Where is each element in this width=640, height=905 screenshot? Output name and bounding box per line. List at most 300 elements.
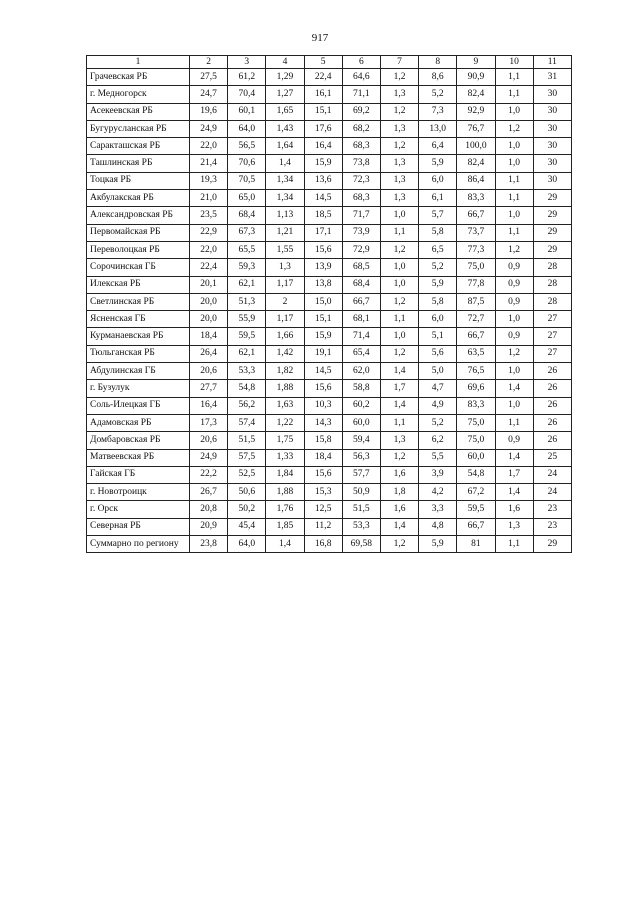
table-cell: 1,17 bbox=[266, 276, 304, 293]
table-cell: 28 bbox=[533, 293, 571, 310]
table-cell: 0,9 bbox=[495, 432, 533, 449]
table-cell: 5,8 bbox=[419, 224, 457, 241]
table-cell: 7,3 bbox=[419, 103, 457, 120]
table-cell: 76,7 bbox=[457, 120, 495, 137]
table-cell: 1,0 bbox=[380, 276, 418, 293]
row-label: Асекеевская РБ bbox=[87, 103, 190, 120]
table-cell: 14,3 bbox=[304, 414, 342, 431]
table-cell: 1,4 bbox=[495, 449, 533, 466]
table-cell: 1,2 bbox=[380, 345, 418, 362]
table-cell: 16,4 bbox=[190, 397, 228, 414]
table-cell: 1,29 bbox=[266, 69, 304, 86]
table-cell: 6,0 bbox=[419, 172, 457, 189]
table-cell: 1,6 bbox=[495, 501, 533, 518]
table-cell: 26 bbox=[533, 432, 571, 449]
table-cell: 5,2 bbox=[419, 414, 457, 431]
row-label: Соль-Илецкая ГБ bbox=[87, 397, 190, 414]
table-cell: 1,43 bbox=[266, 120, 304, 137]
table-cell: 1,2 bbox=[380, 293, 418, 310]
row-label: Ташлинская РБ bbox=[87, 155, 190, 172]
table-cell: 58,8 bbox=[342, 380, 380, 397]
table-cell: 1,55 bbox=[266, 241, 304, 258]
table-cell: 5,1 bbox=[419, 328, 457, 345]
table-cell: 0,9 bbox=[495, 259, 533, 276]
table-cell: 60,0 bbox=[457, 449, 495, 466]
table-cell: 1,66 bbox=[266, 328, 304, 345]
table-cell: 67,2 bbox=[457, 484, 495, 501]
table-cell: 54,8 bbox=[457, 466, 495, 483]
column-header-7: 7 bbox=[380, 56, 418, 69]
table-cell: 26 bbox=[533, 397, 571, 414]
column-header-5: 5 bbox=[304, 56, 342, 69]
table-cell: 65,5 bbox=[228, 241, 266, 258]
table-cell: 51,5 bbox=[342, 501, 380, 518]
table-cell: 1,8 bbox=[380, 484, 418, 501]
table-cell: 68,3 bbox=[342, 190, 380, 207]
row-label: Тюльганская РБ bbox=[87, 345, 190, 362]
table-cell: 29 bbox=[533, 224, 571, 241]
table-cell: 14,5 bbox=[304, 190, 342, 207]
table-row bbox=[87, 345, 572, 362]
table-cell: 66,7 bbox=[457, 207, 495, 224]
table-cell: 1,22 bbox=[266, 414, 304, 431]
table-cell: 18,4 bbox=[304, 449, 342, 466]
table-cell: 1,21 bbox=[266, 224, 304, 241]
table-cell: 62,0 bbox=[342, 363, 380, 380]
table-cell: 70,4 bbox=[228, 86, 266, 103]
table-cell: 1,7 bbox=[380, 380, 418, 397]
table-row bbox=[87, 69, 572, 86]
table-cell: 76,5 bbox=[457, 363, 495, 380]
table-cell: 27 bbox=[533, 328, 571, 345]
table-cell: 1,42 bbox=[266, 345, 304, 362]
table-cell: 24 bbox=[533, 484, 571, 501]
table-cell: 82,4 bbox=[457, 155, 495, 172]
row-label: Акбулакская РБ bbox=[87, 190, 190, 207]
row-label: Домбаровская РБ bbox=[87, 432, 190, 449]
row-label: Саракташская РБ bbox=[87, 138, 190, 155]
table-row bbox=[87, 293, 572, 310]
table-cell: 59,5 bbox=[228, 328, 266, 345]
table-cell: 87,5 bbox=[457, 293, 495, 310]
table-row bbox=[87, 449, 572, 466]
table-cell: 28 bbox=[533, 276, 571, 293]
table-cell: 1,65 bbox=[266, 103, 304, 120]
row-label: Александровская РБ bbox=[87, 207, 190, 224]
row-label: Грачевская РБ bbox=[87, 69, 190, 86]
table-row bbox=[87, 207, 572, 224]
table-cell: 1,4 bbox=[380, 363, 418, 380]
table-cell: 1,0 bbox=[495, 103, 533, 120]
table-cell: 13,9 bbox=[304, 259, 342, 276]
table-cell: 1,1 bbox=[495, 69, 533, 86]
table-cell: 23,5 bbox=[190, 207, 228, 224]
table-cell: 64,0 bbox=[228, 536, 266, 553]
table-cell: 16,1 bbox=[304, 86, 342, 103]
table-cell: 1,3 bbox=[266, 259, 304, 276]
table-cell: 13,8 bbox=[304, 276, 342, 293]
table-cell: 66,7 bbox=[342, 293, 380, 310]
table-cell: 77,8 bbox=[457, 276, 495, 293]
table-cell: 1,2 bbox=[380, 536, 418, 553]
table-cell: 27,7 bbox=[190, 380, 228, 397]
table-cell: 15,9 bbox=[304, 328, 342, 345]
table-cell: 50,9 bbox=[342, 484, 380, 501]
table-cell: 83,3 bbox=[457, 397, 495, 414]
table-cell: 26,7 bbox=[190, 484, 228, 501]
table-cell: 30 bbox=[533, 138, 571, 155]
table-cell: 5,8 bbox=[419, 293, 457, 310]
table-cell: 15,6 bbox=[304, 380, 342, 397]
table-cell: 1,2 bbox=[495, 345, 533, 362]
table-cell: 20,6 bbox=[190, 432, 228, 449]
table-cell: 30 bbox=[533, 155, 571, 172]
table-cell: 1,1 bbox=[495, 172, 533, 189]
table-cell: 59,3 bbox=[228, 259, 266, 276]
table-cell: 20,0 bbox=[190, 293, 228, 310]
table-cell: 20,0 bbox=[190, 311, 228, 328]
table-cell: 1,2 bbox=[380, 69, 418, 86]
row-label: Абдулинская ГБ bbox=[87, 363, 190, 380]
table-cell: 1,34 bbox=[266, 172, 304, 189]
column-header-2: 2 bbox=[190, 56, 228, 69]
column-header-9: 9 bbox=[457, 56, 495, 69]
table-row bbox=[87, 380, 572, 397]
table-cell: 1,76 bbox=[266, 501, 304, 518]
table-cell: 30 bbox=[533, 103, 571, 120]
table-row bbox=[87, 259, 572, 276]
table-cell: 27,5 bbox=[190, 69, 228, 86]
table-cell: 52,5 bbox=[228, 466, 266, 483]
table-cell: 15,8 bbox=[304, 432, 342, 449]
column-header-11: 11 bbox=[533, 56, 571, 69]
table-cell: 16,4 bbox=[304, 138, 342, 155]
table-cell: 24 bbox=[533, 466, 571, 483]
table-cell: 30 bbox=[533, 86, 571, 103]
table-cell: 1,17 bbox=[266, 311, 304, 328]
column-header-8: 8 bbox=[419, 56, 457, 69]
table-cell: 1,4 bbox=[266, 536, 304, 553]
table-cell: 18,4 bbox=[190, 328, 228, 345]
table-row bbox=[87, 224, 572, 241]
table-cell: 22,0 bbox=[190, 138, 228, 155]
table-cell: 1,2 bbox=[380, 138, 418, 155]
table-cell: 22,9 bbox=[190, 224, 228, 241]
table-cell: 25 bbox=[533, 449, 571, 466]
table-cell: 60,1 bbox=[228, 103, 266, 120]
table-cell: 26 bbox=[533, 363, 571, 380]
row-label: г. Медногорск bbox=[87, 86, 190, 103]
table-cell: 6,1 bbox=[419, 190, 457, 207]
row-label: Ясненская ГБ bbox=[87, 311, 190, 328]
table-cell: 30 bbox=[533, 120, 571, 137]
table-row bbox=[87, 414, 572, 431]
table-cell: 64,6 bbox=[342, 69, 380, 86]
table-row bbox=[87, 536, 572, 553]
table-cell: 21,4 bbox=[190, 155, 228, 172]
table-cell: 54,8 bbox=[228, 380, 266, 397]
table-cell: 1,0 bbox=[495, 207, 533, 224]
table-cell: 15,1 bbox=[304, 311, 342, 328]
table-cell: 22,2 bbox=[190, 466, 228, 483]
table-cell: 1,2 bbox=[495, 241, 533, 258]
table-cell: 19,6 bbox=[190, 103, 228, 120]
table-cell: 23 bbox=[533, 501, 571, 518]
table-cell: 72,9 bbox=[342, 241, 380, 258]
table-cell: 60,0 bbox=[342, 414, 380, 431]
table-cell: 1,1 bbox=[380, 414, 418, 431]
table-cell: 62,1 bbox=[228, 276, 266, 293]
table-cell: 1,27 bbox=[266, 86, 304, 103]
table-cell: 73,8 bbox=[342, 155, 380, 172]
table-cell: 6,4 bbox=[419, 138, 457, 155]
table-cell: 5,2 bbox=[419, 259, 457, 276]
table-cell: 71,4 bbox=[342, 328, 380, 345]
column-header-4: 4 bbox=[266, 56, 304, 69]
table-cell: 15,9 bbox=[304, 155, 342, 172]
table-cell: 14,5 bbox=[304, 363, 342, 380]
table-cell: 1,64 bbox=[266, 138, 304, 155]
table-cell: 5,9 bbox=[419, 536, 457, 553]
table-cell: 3,3 bbox=[419, 501, 457, 518]
table-cell: 1,0 bbox=[495, 397, 533, 414]
table-cell: 57,4 bbox=[228, 414, 266, 431]
table-cell: 6,5 bbox=[419, 241, 457, 258]
row-label: Курманаевская РБ bbox=[87, 328, 190, 345]
table-cell: 66,7 bbox=[457, 518, 495, 535]
table-cell: 0,9 bbox=[495, 328, 533, 345]
row-label: Бугурусланская РБ bbox=[87, 120, 190, 137]
table-row bbox=[87, 120, 572, 137]
table-cell: 26,4 bbox=[190, 345, 228, 362]
row-label: Переволоцкая РБ bbox=[87, 241, 190, 258]
table-cell: 5,2 bbox=[419, 86, 457, 103]
table-cell: 72,7 bbox=[457, 311, 495, 328]
table-cell: 15,1 bbox=[304, 103, 342, 120]
table-cell: 92,9 bbox=[457, 103, 495, 120]
table-cell: 60,2 bbox=[342, 397, 380, 414]
table-cell: 68,5 bbox=[342, 259, 380, 276]
table-cell: 15,6 bbox=[304, 466, 342, 483]
table-cell: 1,88 bbox=[266, 484, 304, 501]
table-cell: 13,6 bbox=[304, 172, 342, 189]
table-cell: 5,5 bbox=[419, 449, 457, 466]
table-cell: 86,4 bbox=[457, 172, 495, 189]
table-cell: 53,3 bbox=[228, 363, 266, 380]
table-cell: 1,88 bbox=[266, 380, 304, 397]
table-cell: 69,6 bbox=[457, 380, 495, 397]
table-cell: 75,0 bbox=[457, 414, 495, 431]
table-cell: 1,0 bbox=[380, 207, 418, 224]
table-cell: 22,4 bbox=[190, 259, 228, 276]
table-row bbox=[87, 466, 572, 483]
table-cell: 23,8 bbox=[190, 536, 228, 553]
table-row bbox=[87, 363, 572, 380]
table-cell: 1,1 bbox=[495, 414, 533, 431]
table-cell: 29 bbox=[533, 190, 571, 207]
table-cell: 5,7 bbox=[419, 207, 457, 224]
table-cell: 2 bbox=[266, 293, 304, 310]
table-cell: 1,3 bbox=[380, 172, 418, 189]
table-row bbox=[87, 518, 572, 535]
table-cell: 20,6 bbox=[190, 363, 228, 380]
table-cell: 75,0 bbox=[457, 259, 495, 276]
table-cell: 61,2 bbox=[228, 69, 266, 86]
table-cell: 75,0 bbox=[457, 432, 495, 449]
table-cell: 29 bbox=[533, 241, 571, 258]
table-cell: 1,2 bbox=[495, 120, 533, 137]
table-cell: 1,0 bbox=[495, 138, 533, 155]
table-cell: 71,7 bbox=[342, 207, 380, 224]
table-cell: 27 bbox=[533, 345, 571, 362]
table-cell: 1,1 bbox=[495, 224, 533, 241]
table-cell: 56,2 bbox=[228, 397, 266, 414]
table-cell: 70,6 bbox=[228, 155, 266, 172]
table-cell: 17,1 bbox=[304, 224, 342, 241]
table-cell: 1,4 bbox=[380, 397, 418, 414]
row-label: Первомайская РБ bbox=[87, 224, 190, 241]
table-cell: 1,1 bbox=[380, 224, 418, 241]
table-cell: 57,5 bbox=[228, 449, 266, 466]
table-cell: 8,6 bbox=[419, 69, 457, 86]
row-label: Илекская РБ bbox=[87, 276, 190, 293]
table-cell: 11,2 bbox=[304, 518, 342, 535]
table-row bbox=[87, 276, 572, 293]
table-row bbox=[87, 484, 572, 501]
table-cell: 59,4 bbox=[342, 432, 380, 449]
table-cell: 1,6 bbox=[380, 501, 418, 518]
table-cell: 53,3 bbox=[342, 518, 380, 535]
row-label: Суммарно по региону bbox=[87, 536, 190, 553]
table-row bbox=[87, 138, 572, 155]
row-label: г. Орск bbox=[87, 501, 190, 518]
table-cell: 68,3 bbox=[342, 138, 380, 155]
table-row bbox=[87, 86, 572, 103]
table-cell: 90,9 bbox=[457, 69, 495, 86]
table-cell: 50,6 bbox=[228, 484, 266, 501]
table-cell: 3,9 bbox=[419, 466, 457, 483]
table-cell: 5,9 bbox=[419, 276, 457, 293]
table-cell: 6,0 bbox=[419, 311, 457, 328]
table-cell: 70,5 bbox=[228, 172, 266, 189]
table-cell: 15,0 bbox=[304, 293, 342, 310]
table-cell: 10,3 bbox=[304, 397, 342, 414]
table-cell: 23 bbox=[533, 518, 571, 535]
table-cell: 67,3 bbox=[228, 224, 266, 241]
table-cell: 1,2 bbox=[380, 241, 418, 258]
table-cell: 1,6 bbox=[380, 466, 418, 483]
table-cell: 100,0 bbox=[457, 138, 495, 155]
table-cell: 69,2 bbox=[342, 103, 380, 120]
table-cell: 1,0 bbox=[495, 363, 533, 380]
table-cell: 4,8 bbox=[419, 518, 457, 535]
table-cell: 0,9 bbox=[495, 293, 533, 310]
table-cell: 63,5 bbox=[457, 345, 495, 362]
table-cell: 1,3 bbox=[495, 518, 533, 535]
row-label: Гайская ГБ bbox=[87, 466, 190, 483]
row-label: Матвеевская РБ bbox=[87, 449, 190, 466]
table-cell: 68,4 bbox=[342, 276, 380, 293]
table-cell: 6,2 bbox=[419, 432, 457, 449]
table-cell: 62,1 bbox=[228, 345, 266, 362]
table-cell: 56,3 bbox=[342, 449, 380, 466]
table-cell: 18,5 bbox=[304, 207, 342, 224]
table-cell: 1,13 bbox=[266, 207, 304, 224]
table-cell: 27 bbox=[533, 311, 571, 328]
table-cell: 55,9 bbox=[228, 311, 266, 328]
table-row bbox=[87, 172, 572, 189]
table-cell: 15,3 bbox=[304, 484, 342, 501]
table-cell: 68,2 bbox=[342, 120, 380, 137]
row-label: г. Бузулук bbox=[87, 380, 190, 397]
row-label: Тоцкая РБ bbox=[87, 172, 190, 189]
table-row bbox=[87, 432, 572, 449]
table-cell: 59,5 bbox=[457, 501, 495, 518]
table-header-row bbox=[87, 56, 572, 69]
table-cell: 4,2 bbox=[419, 484, 457, 501]
table-cell: 73,9 bbox=[342, 224, 380, 241]
table-cell: 31 bbox=[533, 69, 571, 86]
table-cell: 17,6 bbox=[304, 120, 342, 137]
table-cell: 1,1 bbox=[495, 86, 533, 103]
table-cell: 1,0 bbox=[495, 311, 533, 328]
table-row bbox=[87, 311, 572, 328]
page-number: 917 bbox=[311, 32, 329, 44]
table-cell: 22,4 bbox=[304, 69, 342, 86]
row-label: Адамовская РБ bbox=[87, 414, 190, 431]
table-cell: 30 bbox=[533, 172, 571, 189]
table-cell: 1,82 bbox=[266, 363, 304, 380]
row-label: Светлинская РБ bbox=[87, 293, 190, 310]
table-cell: 1,85 bbox=[266, 518, 304, 535]
column-header-3: 3 bbox=[228, 56, 266, 69]
table-cell: 15,6 bbox=[304, 241, 342, 258]
table-cell: 5,6 bbox=[419, 345, 457, 362]
table-cell: 24,9 bbox=[190, 120, 228, 137]
table-cell: 1,4 bbox=[495, 484, 533, 501]
table-cell: 1,3 bbox=[380, 120, 418, 137]
table-cell: 82,4 bbox=[457, 86, 495, 103]
table-cell: 20,8 bbox=[190, 501, 228, 518]
table-cell: 29 bbox=[533, 207, 571, 224]
table-cell: 1,4 bbox=[380, 518, 418, 535]
table-cell: 45,4 bbox=[228, 518, 266, 535]
table-cell: 77,3 bbox=[457, 241, 495, 258]
table-row bbox=[87, 155, 572, 172]
table-cell: 1,3 bbox=[380, 432, 418, 449]
table-cell: 68,4 bbox=[228, 207, 266, 224]
table-cell: 29 bbox=[533, 536, 571, 553]
table-cell: 4,9 bbox=[419, 397, 457, 414]
table-cell: 1,0 bbox=[380, 259, 418, 276]
table-cell: 26 bbox=[533, 380, 571, 397]
table-row bbox=[87, 103, 572, 120]
column-header-10: 10 bbox=[495, 56, 533, 69]
table-cell: 81 bbox=[457, 536, 495, 553]
table-cell: 65,4 bbox=[342, 345, 380, 362]
table-cell: 71,1 bbox=[342, 86, 380, 103]
table-cell: 1,63 bbox=[266, 397, 304, 414]
table-cell: 65,0 bbox=[228, 190, 266, 207]
table-row bbox=[87, 190, 572, 207]
table-cell: 1,1 bbox=[495, 190, 533, 207]
table-cell: 13,0 bbox=[419, 120, 457, 137]
table-cell: 12,5 bbox=[304, 501, 342, 518]
table-cell: 1,4 bbox=[495, 380, 533, 397]
table-cell: 1,1 bbox=[380, 311, 418, 328]
table-cell: 1,3 bbox=[380, 86, 418, 103]
table-cell: 1,7 bbox=[495, 466, 533, 483]
